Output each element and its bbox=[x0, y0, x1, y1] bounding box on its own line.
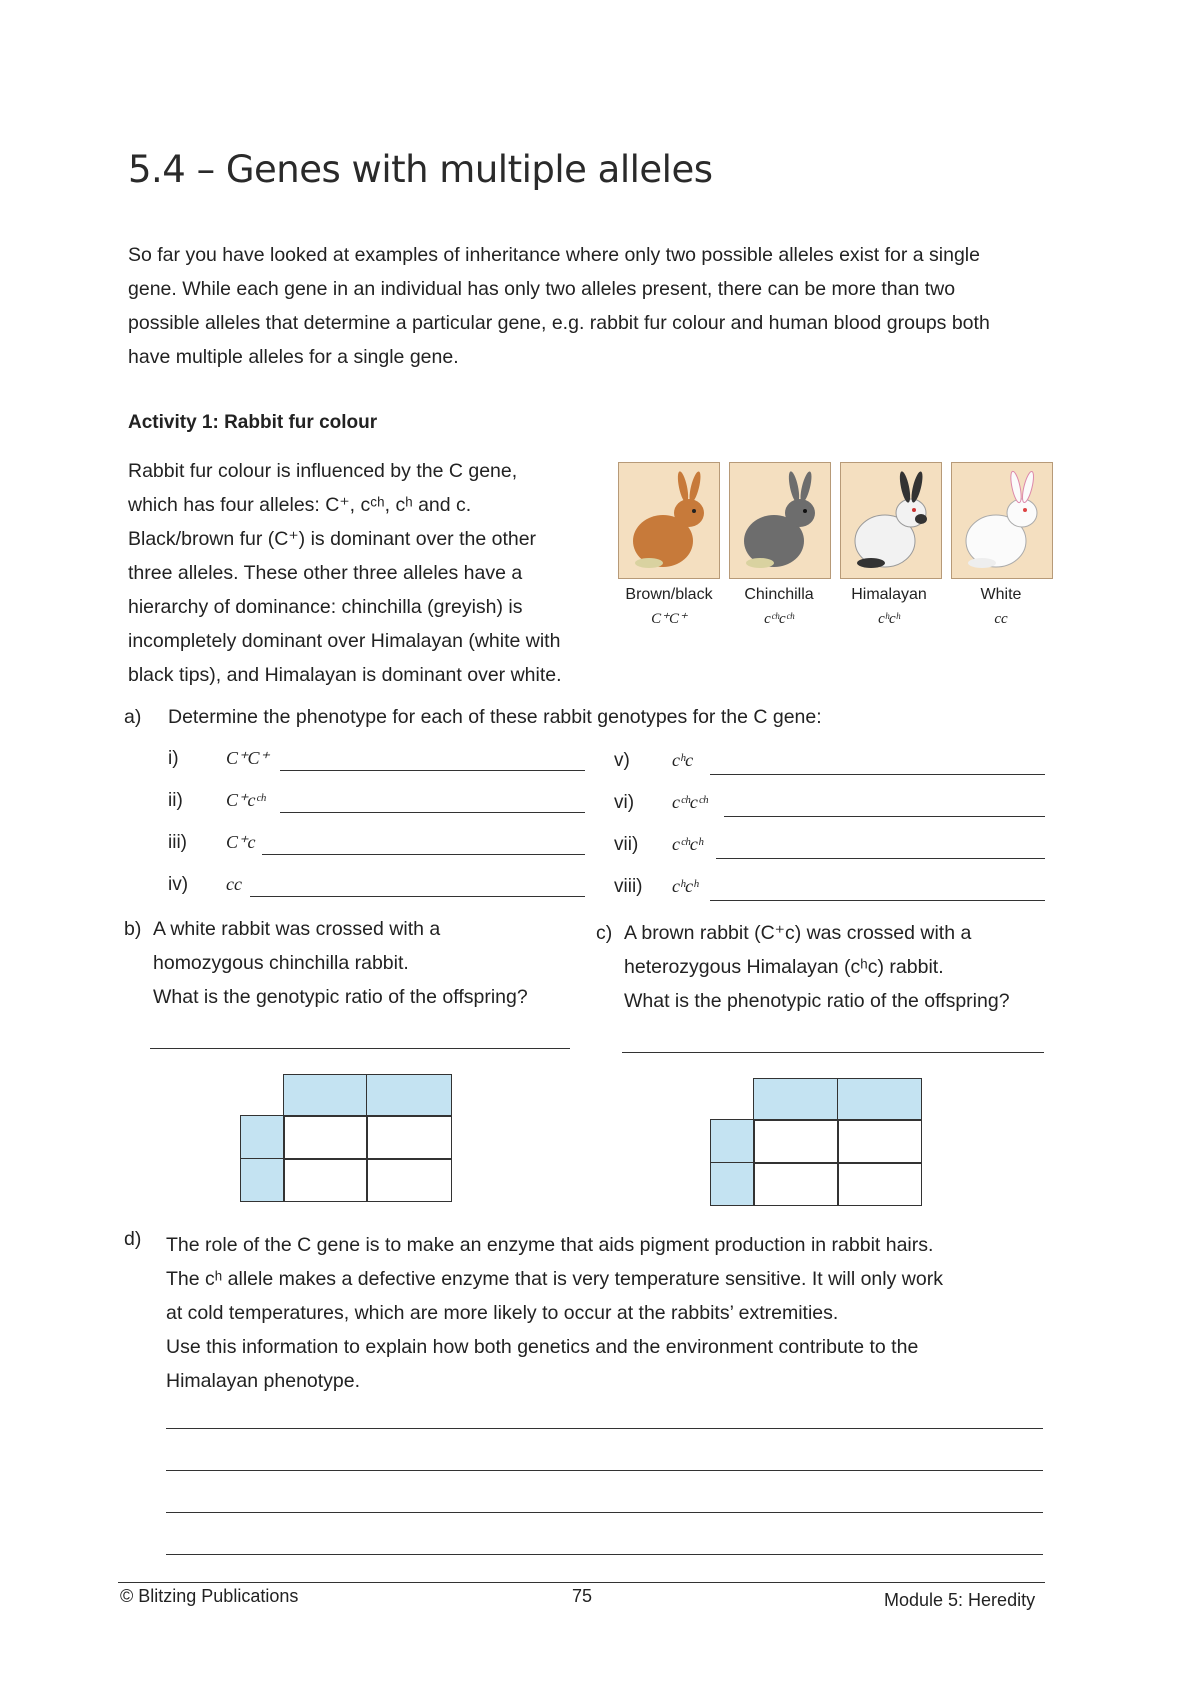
activity-line: three alleles. These other three alleles have a bbox=[128, 562, 523, 584]
intro-line: possible alleles that determine a particular gene, e.g. rabbit fur colour and human blood groups both bbox=[128, 312, 990, 334]
punnett-header-cell[interactable] bbox=[753, 1078, 839, 1121]
answer-line-ii[interactable] bbox=[280, 812, 585, 813]
activity-line: which has four alleles: C⁺, cᶜʰ, cʰ and c. bbox=[128, 494, 472, 516]
answer-line-d4[interactable] bbox=[166, 1554, 1043, 1555]
item-number: vi) bbox=[614, 792, 635, 813]
rabbit-caption-himalayan bbox=[824, 583, 954, 631]
answer-line-b[interactable] bbox=[150, 1048, 570, 1049]
question-b-line: A white rabbit was crossed with a bbox=[153, 918, 441, 940]
punnett-header-cell[interactable] bbox=[283, 1074, 368, 1117]
answer-line-d2[interactable] bbox=[166, 1470, 1043, 1471]
rabbit-image-brown bbox=[618, 462, 720, 579]
question-c-label: c) bbox=[596, 922, 613, 944]
rabbit-image-white bbox=[951, 462, 1053, 579]
question-c-line: What is the phenotypic ratio of the offspring? bbox=[624, 990, 1010, 1012]
answer-line-i[interactable] bbox=[280, 770, 585, 771]
question-d-text bbox=[166, 1228, 1066, 1398]
rabbit-genotype: C⁺C⁺ bbox=[651, 611, 687, 627]
question-c-line: A brown rabbit (C⁺c) was crossed with a bbox=[624, 922, 972, 944]
activity-line: Black/brown fur (C⁺) is dominant over the other bbox=[128, 528, 537, 550]
answer-line-v[interactable] bbox=[710, 774, 1045, 775]
intro-line: gene. While each gene in an individual has only two alleles present, there can be more than two bbox=[128, 278, 956, 300]
intro-line: have multiple alleles for a single gene. bbox=[128, 346, 459, 368]
punnett-header-cell[interactable] bbox=[366, 1074, 452, 1117]
punnett-cell[interactable] bbox=[366, 1115, 452, 1160]
punnett-side-cell[interactable] bbox=[240, 1115, 285, 1160]
item-genotype: cᶜʰcʰ bbox=[672, 834, 703, 854]
item-number: v) bbox=[614, 750, 630, 771]
rabbit-name: White bbox=[980, 586, 1022, 603]
activity-line: hierarchy of dominance: chinchilla (greyish) is bbox=[128, 596, 523, 618]
punnett-cell[interactable] bbox=[753, 1119, 839, 1164]
punnett-cell[interactable] bbox=[366, 1158, 452, 1202]
activity-line: black tips), and Himalayan is dominant over white. bbox=[128, 664, 562, 686]
item-number: iii) bbox=[168, 832, 187, 853]
question-d-line: Himalayan phenotype. bbox=[166, 1370, 361, 1392]
activity-line: Rabbit fur colour is influenced by the C gene, bbox=[128, 460, 518, 482]
punnett-cell[interactable] bbox=[837, 1162, 922, 1206]
question-d-line: The cʰ allele makes a defective enzyme that is very temperature sensitive. It will only work bbox=[166, 1268, 943, 1290]
answer-line-viii[interactable] bbox=[710, 900, 1045, 901]
answer-line-iv[interactable] bbox=[250, 896, 585, 897]
answer-line-vii[interactable] bbox=[716, 858, 1045, 859]
answer-line-d1[interactable] bbox=[166, 1428, 1043, 1429]
item-genotype: C⁺c bbox=[226, 832, 256, 852]
punnett-cell[interactable] bbox=[283, 1158, 368, 1202]
intro-paragraph bbox=[128, 238, 1088, 374]
item-genotype: cᶜʰcᶜʰ bbox=[672, 792, 708, 812]
question-c-line: heterozygous Himalayan (cʰc) rabbit. bbox=[624, 956, 944, 978]
rabbit-name: Chinchilla bbox=[744, 586, 814, 603]
activity-line: incompletely dominant over Himalayan (white with bbox=[128, 630, 561, 652]
rabbit-caption-white bbox=[936, 583, 1066, 631]
item-genotype: cc bbox=[226, 874, 242, 894]
rabbit-genotype: cᶜʰcᶜʰ bbox=[764, 611, 794, 627]
page-title: 5.4 – Genes with multiple alleles bbox=[128, 148, 713, 191]
question-d-line: at cold temperatures, which are more likely to occur at the rabbits’ extremities. bbox=[166, 1302, 839, 1324]
question-b-line: What is the genotypic ratio of the offspring? bbox=[153, 986, 528, 1008]
question-b-line: homozygous chinchilla rabbit. bbox=[153, 952, 409, 974]
rabbit-image-himalayan bbox=[840, 462, 942, 579]
question-a-text: Determine the phenotype for each of these rabbit genotypes for the C gene: bbox=[168, 706, 822, 728]
item-genotype: C⁺cᶜʰ bbox=[226, 790, 266, 810]
item-number: vii) bbox=[614, 834, 639, 855]
item-number: ii) bbox=[168, 790, 183, 811]
answer-line-vi[interactable] bbox=[724, 816, 1045, 817]
rabbit-name: Brown/black bbox=[625, 586, 713, 603]
footer-rule bbox=[118, 1582, 1045, 1583]
question-d-line: The role of the C gene is to make an enzyme that aids pigment production in rabbit hairs. bbox=[166, 1234, 934, 1256]
rabbit-image-chinchilla bbox=[729, 462, 831, 579]
question-b-label: b) bbox=[124, 918, 142, 940]
punnett-cell[interactable] bbox=[283, 1115, 368, 1160]
punnett-side-cell[interactable] bbox=[240, 1158, 285, 1202]
footer-module: Module 5: Heredity bbox=[884, 1590, 1036, 1610]
activity-text bbox=[128, 454, 608, 692]
item-genotype: cʰc bbox=[672, 750, 694, 770]
question-a-label: a) bbox=[124, 706, 142, 728]
item-number: i) bbox=[168, 748, 179, 769]
question-d-line: Use this information to explain how both genetics and the environment contribute to the bbox=[166, 1336, 919, 1358]
question-d-label: d) bbox=[124, 1228, 142, 1250]
punnett-side-cell[interactable] bbox=[710, 1119, 755, 1164]
punnett-header-cell[interactable] bbox=[837, 1078, 922, 1121]
item-genotype: cʰcʰ bbox=[672, 876, 699, 896]
intro-line: So far you have looked at examples of inheritance where only two possible alleles exist for a single bbox=[128, 244, 980, 266]
answer-line-d3[interactable] bbox=[166, 1512, 1043, 1513]
footer-page-number: 75 bbox=[572, 1586, 593, 1606]
footer-copyright: © Blitzing Publications bbox=[120, 1586, 299, 1606]
punnett-cell[interactable] bbox=[837, 1119, 922, 1164]
item-number: viii) bbox=[614, 876, 643, 897]
punnett-side-cell[interactable] bbox=[710, 1162, 755, 1206]
rabbit-genotype: cc bbox=[994, 611, 1008, 627]
question-b-text bbox=[153, 912, 583, 1014]
answer-line-c[interactable] bbox=[622, 1052, 1044, 1053]
activity-heading: Activity 1: Rabbit fur colour bbox=[128, 412, 378, 433]
item-number: iv) bbox=[168, 874, 189, 895]
punnett-cell[interactable] bbox=[753, 1162, 839, 1206]
item-genotype: C⁺C⁺ bbox=[226, 748, 270, 768]
rabbit-name: Himalayan bbox=[851, 586, 927, 603]
question-c-text bbox=[624, 916, 1064, 1018]
answer-line-iii[interactable] bbox=[262, 854, 585, 855]
rabbit-genotype: cʰcʰ bbox=[878, 611, 900, 627]
